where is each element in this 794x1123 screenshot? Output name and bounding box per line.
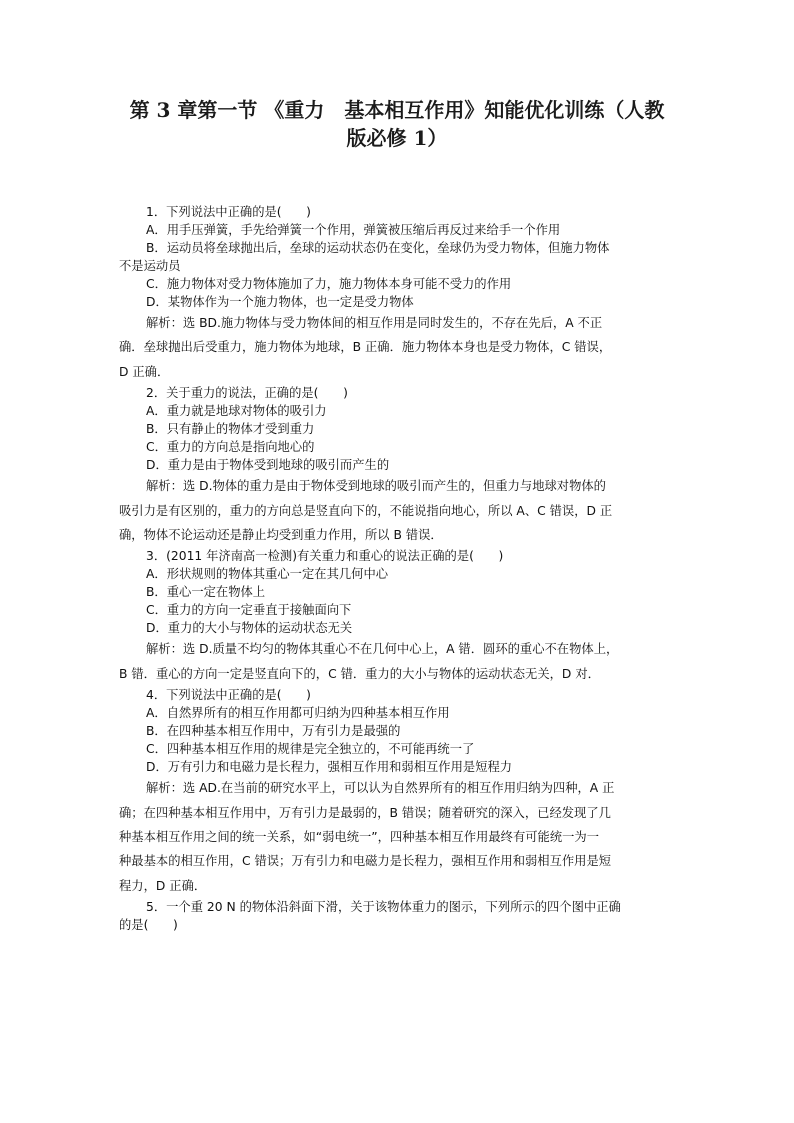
analysis-text: 确，物体不论运动还是静止均受到重力作用，所以 B 错误．: [119, 527, 443, 542]
title-line-1: 第 3 章第一节 《重力 基本相互作用》知能优化训练（人教: [129, 98, 665, 122]
question-3: [119, 547, 675, 686]
analysis-text: 解析：选 D.物体的重力是由于物体受到地球的吸引而产生的，但重力与地球对物体的: [146, 479, 606, 494]
question-4: [119, 686, 675, 898]
analysis-text: 吸引力是有区别的，重力的方向总是竖直向下的，不能说指向地心，所以 A、C 错误，D 正: [119, 503, 613, 518]
analysis-text: 确；在四种基本相互作用中，万有引力是最弱的，B 错误；随着研究的深入，已经发现了几: [119, 805, 611, 820]
question-stem: 1．下列说法中正确的是( ): [146, 205, 311, 219]
question-5: [119, 898, 675, 934]
analysis-text: D 正确．: [119, 364, 170, 379]
answer-option: C．施力物体对受力物体施加了力，施力物体本身可能不受力的作用: [146, 277, 512, 291]
question-1: [119, 203, 675, 384]
answer-option: B．只有静止的物体才受到重力: [146, 422, 315, 437]
analysis-text: B 错．重心的方向一定是竖直向下的，C 错．重力的大小与物体的运动状态无关，D 对．: [119, 666, 600, 681]
analysis-text: 种最基本的相互作用，C 错误；万有引力和电磁力是长程力，强相互作用和弱相互作用是短: [119, 854, 612, 869]
answer-option: D．某物体作为一个施力物体，也一定是受力物体: [146, 295, 414, 309]
question-stem: 4．下列说法中正确的是( ): [146, 688, 311, 703]
analysis-text: 解析：选 AD.在当前的研究水平上，可以认为自然界所有的相互作用归纳为四种，A 正: [146, 781, 615, 796]
answer-option: A．形状规则的物体其重心一定在其几何中心: [146, 567, 389, 582]
question-stem: 3．(2011 年济南高一检测)有关重力和重心的说法正确的是( ): [146, 549, 504, 564]
document-title: [100, 96, 694, 152]
analysis-text: 程力，D 正确．: [119, 878, 207, 893]
answer-option: A．用手压弹簧，手先给弹簧一个作用，弹簧被压缩后再反过来给手一个作用: [146, 223, 561, 237]
question-stem: 的是( ): [119, 918, 178, 933]
analysis-text: 解析：选 BD.施力物体与受力物体间的相互作用是同时发生的，不存在先后，A 不正: [146, 316, 603, 330]
answer-option: 不是运动员: [119, 259, 181, 273]
answer-option: D．重力的大小与物体的运动状态无关: [146, 621, 353, 636]
question-stem: 5．一个重 20 N 的物体沿斜面下滑，关于该物体重力的图示，下列所示的四个图中正确: [146, 900, 621, 915]
answer-option: B．在四种基本相互作用中，万有引力是最强的: [146, 724, 401, 739]
answer-option: C．重力的方向总是指向地心的: [146, 440, 315, 455]
analysis-text: 解析：选 D.质量不均匀的物体其重心不在几何中心上，A 错．圆环的重心不在物体上，: [146, 642, 619, 657]
answer-option: B．运动员将垒球抛出后，垒球的运动状态仍在变化，垒球仍为受力物体，但施力物体: [146, 241, 610, 255]
analysis-text: 确．垒球抛出后受重力，施力物体为地球，B 正确．施力物体本身也是受力物体，C 错误，: [119, 340, 612, 355]
answer-option: A．重力就是地球对物体的吸引力: [146, 404, 327, 419]
analysis-text: 种基本相互作用之间的统一关系，如“弱电统一”，四种基本相互作用最终有可能统一为一: [119, 829, 600, 844]
answer-option: C．四种基本相互作用的规律是完全独立的，不可能再统一了: [146, 742, 475, 757]
answer-option: A．自然界所有的相互作用都可归纳为四种基本相互作用: [146, 706, 450, 721]
title-line-2: 版必修 1）: [346, 126, 448, 150]
question-list: [119, 203, 675, 934]
answer-option: C．重力的方向一定垂直于接触面向下: [146, 603, 352, 618]
answer-option: D．万有引力和电磁力是长程力，强相互作用和弱相互作用是短程力: [146, 760, 513, 775]
answer-option: D．重力是由于物体受到地球的吸引而产生的: [146, 458, 390, 473]
question-stem: 2．关于重力的说法，正确的是( ): [146, 386, 348, 401]
answer-option: B．重心一定在物体上: [146, 585, 266, 600]
question-2: [119, 384, 675, 547]
